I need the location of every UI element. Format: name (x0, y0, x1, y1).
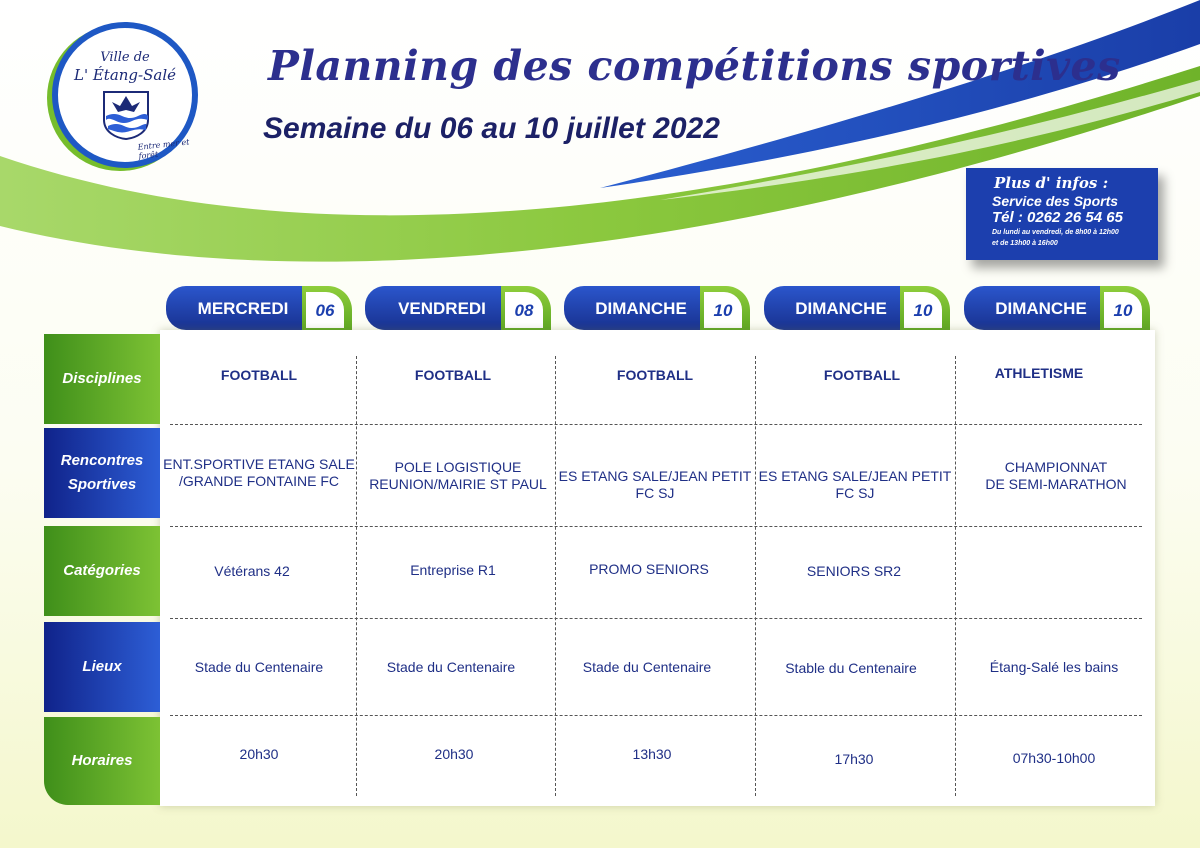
logo-text-line1: Ville de (100, 50, 150, 65)
cell-horaire: 17h30 (834, 751, 874, 767)
day-name: MERCREDI (166, 286, 306, 330)
info-phone: Tél : 0262 26 54 65 (992, 209, 1123, 226)
day-tab (365, 286, 549, 330)
cell-rencontre: POLE LOGISTIQUE REUNION/MAIRIE ST PAUL (369, 459, 547, 492)
day-tab (964, 286, 1148, 330)
cell-rencontre: ES ETANG SALE/JEAN PETIT FC SJ (558, 468, 752, 501)
cell-discipline: FOOTBALL (414, 367, 492, 383)
cell-categorie: SENIORS SR2 (806, 563, 902, 579)
day-name: VENDREDI (365, 286, 505, 330)
page-title: Planning des compétitions sportives (268, 42, 1121, 90)
day-name: DIMANCHE (964, 286, 1104, 330)
day-number: 10 (904, 292, 942, 328)
info-title: Plus d' infos : (994, 174, 1109, 192)
logo-motto: Entre mer et forêt (137, 137, 190, 161)
row-label-horaires: Horaires (44, 717, 160, 805)
cell-discipline: ATHLETISME (994, 365, 1084, 381)
cell-discipline: FOOTBALL (823, 367, 901, 383)
column-separator (955, 356, 956, 796)
cell-horaire: 13h30 (632, 746, 672, 762)
cell-lieu: Étang-Salé les bains (989, 659, 1119, 675)
cell-horaire: 20h30 (434, 746, 474, 762)
day-tab (166, 286, 350, 330)
cell-categorie: PROMO SENIORS (589, 561, 709, 577)
page-subtitle: Semaine du 06 au 10 juillet 2022 (263, 112, 720, 145)
row-separator (170, 618, 1142, 619)
day-number: 06 (306, 292, 344, 328)
cell-horaire: 20h30 (239, 746, 279, 762)
day-name: DIMANCHE (564, 286, 704, 330)
info-service: Service des Sports (992, 193, 1119, 209)
row-label-lieux: Lieux (44, 622, 160, 712)
city-crest-icon (102, 90, 150, 140)
row-separator (170, 715, 1142, 716)
day-tab (564, 286, 748, 330)
cell-rencontre: ES ETANG SALE/JEAN PETIT FC SJ (758, 468, 952, 501)
day-number: 10 (704, 292, 742, 328)
day-number: 10 (1104, 292, 1142, 328)
cell-rencontre: CHAMPIONNAT DE SEMI-MARATHON (985, 459, 1127, 492)
row-label-rencontres: Rencontres Sportives (44, 428, 160, 518)
day-name: DIMANCHE (764, 286, 904, 330)
day-number: 08 (505, 292, 543, 328)
row-label-categories: Catégories (44, 526, 160, 616)
cell-discipline: FOOTBALL (220, 367, 298, 383)
cell-lieu: Stade du Centenaire (386, 659, 516, 675)
cell-lieu: Stable du Centenaire (785, 660, 917, 676)
cell-discipline: FOOTBALL (616, 367, 694, 383)
cell-horaire: 07h30-10h00 (1012, 750, 1096, 766)
cell-rencontre: ENT.SPORTIVE ETANG SALE /GRANDE FONTAINE FC (163, 456, 355, 489)
info-hours-line2: et de 13h00 à 16h00 (992, 240, 1058, 247)
info-hours-line1: Du lundi au vendredi, de 8h00 à 12h00 (992, 229, 1119, 236)
row-label-disciplines: Disciplines (44, 334, 160, 424)
cell-lieu: Stade du Centenaire (194, 659, 324, 675)
row-separator (170, 424, 1142, 425)
logo-text-line2: L' Étang-Salé (74, 66, 176, 84)
cell-categorie: Vétérans 42 (214, 563, 290, 579)
info-box (966, 168, 1158, 260)
row-separator (170, 526, 1142, 527)
cell-categorie: Entreprise R1 (410, 562, 496, 578)
day-tab (764, 286, 948, 330)
city-logo (52, 22, 198, 168)
cell-lieu: Stade du Centenaire (582, 659, 712, 675)
